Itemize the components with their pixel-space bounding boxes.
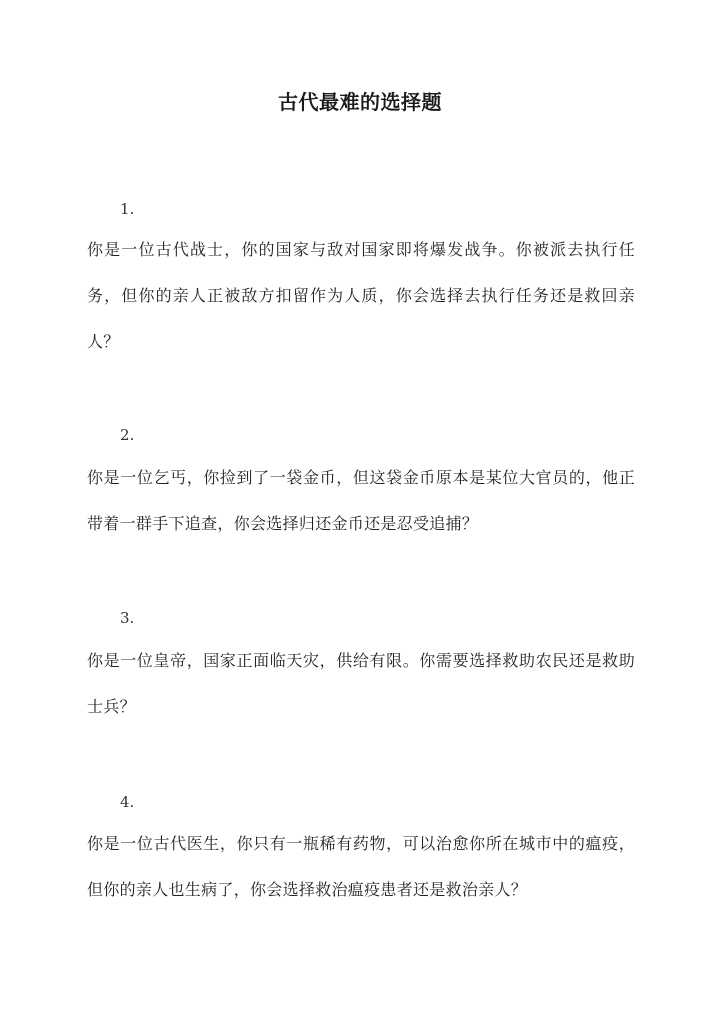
question-text-1: 你是一位古代战士，你的国家与敌对国家即将爆发战争。你被派去执行任务，但你的亲人正被敌方扣留作为人质，你会选择去执行任务还是救回亲人？ <box>87 240 635 351</box>
page-title: 古代最难的选择题 <box>278 90 442 114</box>
question-number-1: 1. <box>120 200 135 218</box>
question-text-3: 你是一位皇帝，国家正面临天灾，供给有限。你需要选择救助农民还是救助士兵？ <box>87 651 635 716</box>
question-number-4: 4. <box>120 793 135 811</box>
question-number-2: 2. <box>120 426 135 444</box>
question-number-3: 3. <box>120 609 135 627</box>
question-text-2: 你是一位乞丐，你捡到了一袋金币，但这袋金币原本是某位大官员的，他正带着一群手下追查，你会选择归还金币还是忍受追捕？ <box>87 468 635 533</box>
question-text-4: 你是一位古代医生，你只有一瓶稀有药物，可以治愈你所在城市中的瘟疫，但你的亲人也生病了，你会选择救治瘟疫患者还是救治亲人？ <box>87 834 635 899</box>
